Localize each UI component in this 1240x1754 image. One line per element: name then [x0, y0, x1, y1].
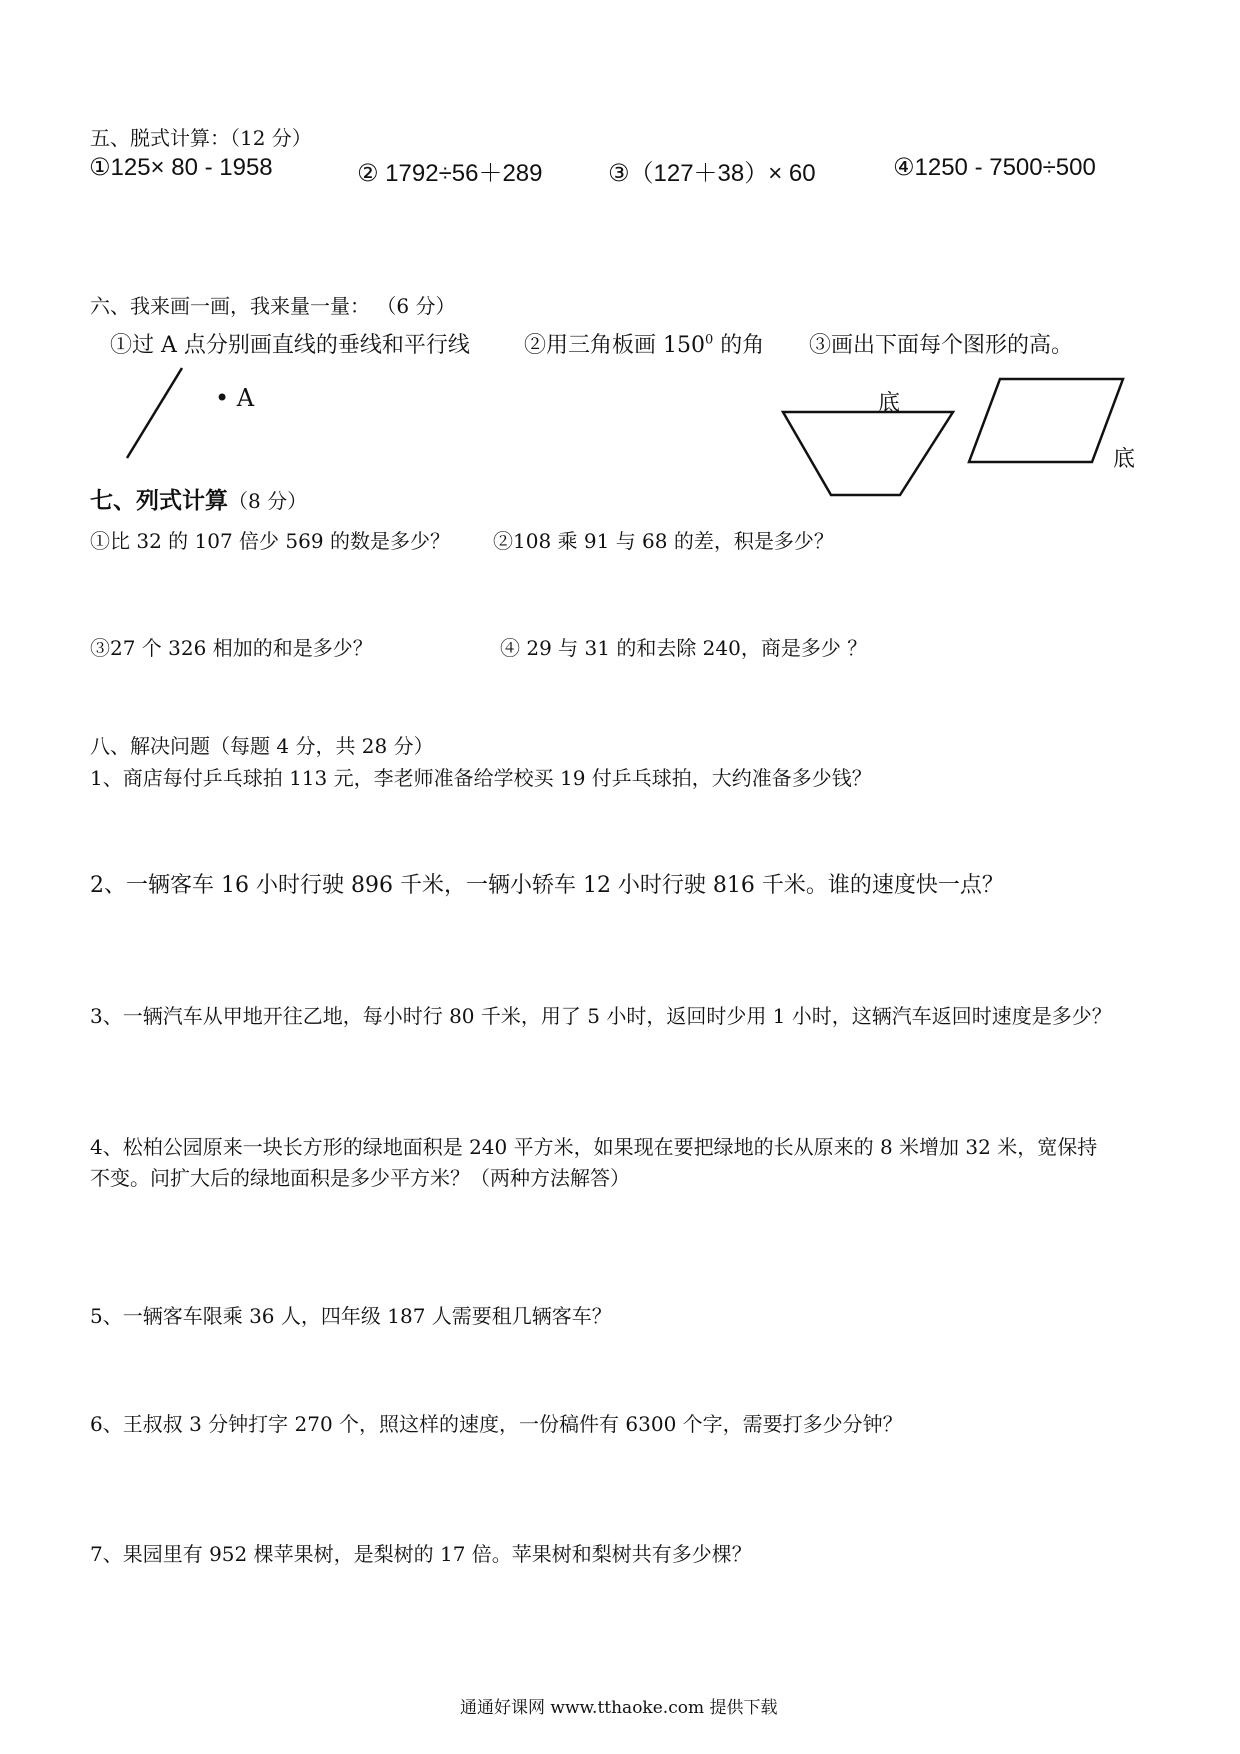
- problem-4-line-2: 不变。问扩大后的绿地面积是多少平方米？（两种方法解答）: [90, 1166, 630, 1190]
- trapezoid-shape: [783, 412, 953, 495]
- given-line: [127, 368, 182, 458]
- footer-credit: 通通好课网 www.tthaoke.com 提供下载: [460, 1698, 778, 1718]
- section8-title: 八、解决问题（每题 4 分，共 28 分）: [90, 734, 434, 758]
- parallelogram-base-label: 底: [1113, 447, 1136, 472]
- problem-1: 1、商店每付乒乓球拍 113 元，李老师准备给学校买 19 付乒乓球拍，大约准备多少钱？: [90, 766, 872, 790]
- parallelogram-shape: [969, 379, 1123, 462]
- problem-4-line-1: 4、松柏公园原来一块长方形的绿地面积是 240 平方米，如果现在要把绿地的长从原来的 8 米增加 32 米，宽保持: [90, 1135, 1098, 1159]
- calc-item-1: ①125× 80 - 1958: [89, 154, 273, 181]
- section6-title: 六、我来画一画，我来量一量： （6 分）: [90, 294, 456, 318]
- list-calc-q3: ③27 个 326 相加的和是多少？: [90, 636, 373, 660]
- list-calc-q4: ④ 29 与 31 的和去除 240，商是多少 ？: [500, 636, 868, 660]
- problem-7: 7、果园里有 952 棵苹果树，是梨树的 17 倍。苹果树和梨树共有多少棵？: [90, 1542, 752, 1566]
- draw-instruction-1: ①过 A 点分别画直线的垂线和平行线: [110, 333, 470, 358]
- problem-5: 5、一辆客车限乘 36 人，四年级 187 人需要租几辆客车？: [90, 1304, 612, 1328]
- section7-title: 七、列式计算（8 分）: [90, 487, 308, 514]
- calc-item-3: ③（127＋38）× 60: [608, 160, 816, 187]
- problem-3: 3、一辆汽车从甲地开往乙地，每小时行 80 千米，用了 5 小时，返回时少用 1 小时，这辆汽车返回时速度是多少？: [90, 1004, 1112, 1028]
- draw-instruction-3: ③画出下面每个图形的高。: [809, 333, 1074, 358]
- point-a-label: • A: [215, 384, 255, 412]
- calc-item-4: ④1250 - 7500÷500: [893, 154, 1096, 181]
- trapezoid-base-label: 底: [878, 391, 901, 416]
- list-calc-q2: ②108 乘 91 与 68 的差，积是多少？: [493, 529, 834, 553]
- draw-instruction-2: ②用三角板画 $150^0$ 的角: [524, 332, 765, 358]
- section5-title: 五、脱式计算：（12 分）: [90, 126, 312, 150]
- problem-2: 2、一辆客车 16 小时行驶 896 千米，一辆小轿车 12 小时行驶 816 千米。谁的速度快一点？: [90, 873, 1004, 898]
- calc-item-2: ② 1792÷56＋289: [357, 160, 543, 187]
- problem-6: 6、王叔叔 3 分钟打字 270 个，照这样的速度，一份稿件有 6300 个字，需要打多少分钟？: [90, 1412, 903, 1436]
- list-calc-q1: ①比 32 的 107 倍少 569 的数是多少？: [90, 529, 450, 553]
